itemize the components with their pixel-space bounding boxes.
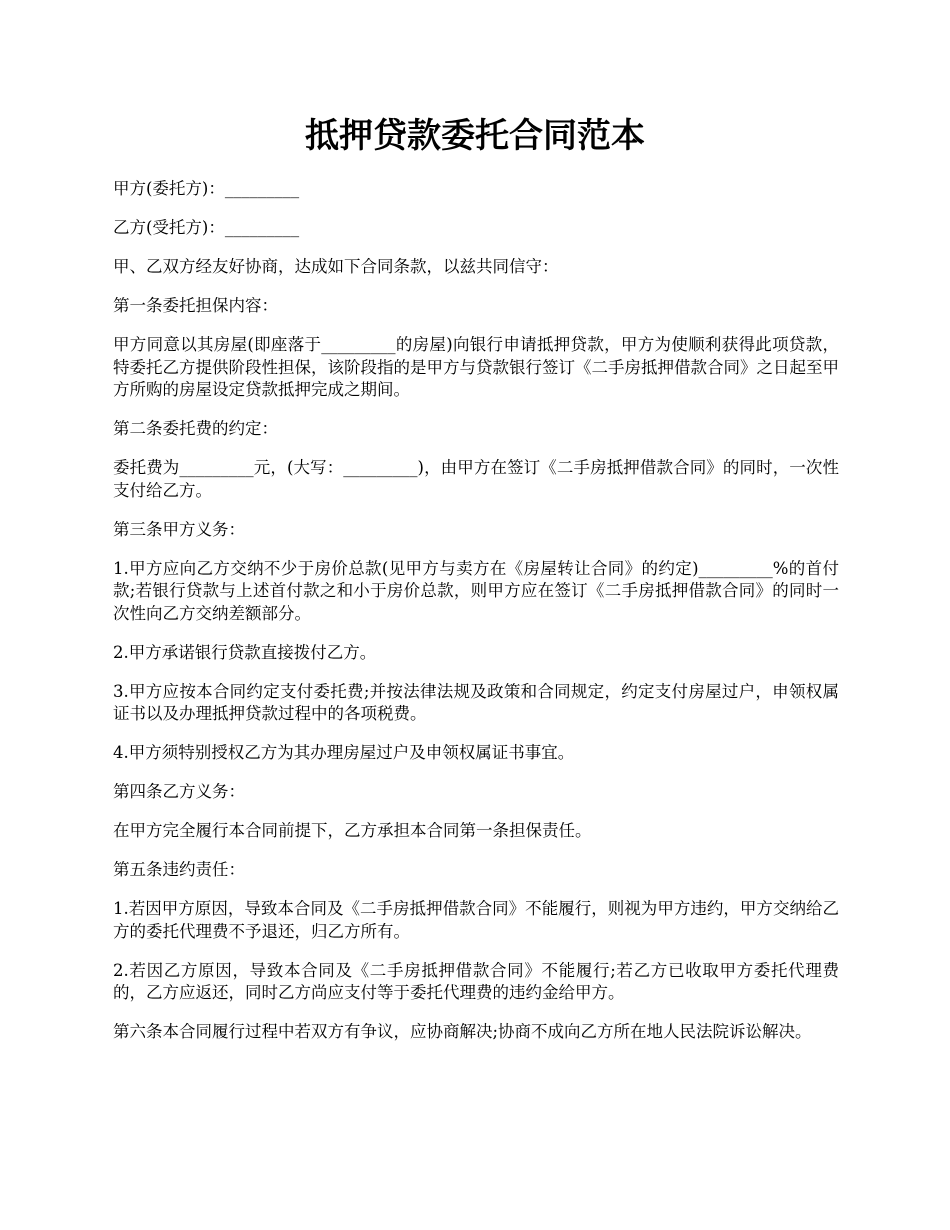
article-4-heading: 第四条乙方义务：	[113, 782, 245, 801]
article-2-heading: 第二条委托费的约定：	[113, 419, 278, 438]
party-a-line: 甲方(委托方)：_________	[113, 179, 300, 198]
article-5-item-2: 2.若因乙方原因，导致本合同及《二手房抵押借款合同》不能履行;若乙方已收取甲方委托代理费的，乙方应返还，同时乙方尚应支付等于委托代理费的违约金给甲方。	[113, 960, 839, 1002]
party-b-line: 乙方(受托方)：_________	[113, 218, 300, 237]
article-3-item-1: 1.甲方应向乙方交纳不少于房价总款(见甲方与卖方在《房屋转让合同》的约定)_________%的首付款;若银行贷款与上述首付款之和小于房价总款，则甲方应在签订《二手房抵押借款合同》的同时一次性向乙方交纳差额部分。	[113, 558, 839, 623]
article-5-item-1: 1.若因甲方原因，导致本合同及《二手房抵押借款合同》不能履行，则视为甲方违约，甲方交纳给乙方的委托代理费不予退还，归乙方所有。	[113, 899, 839, 941]
article-1-heading: 第一条委托担保内容：	[113, 296, 278, 315]
article-1-paragraph: 甲方同意以其房屋(即座落于_________的房屋)向银行申请抵押贷款，甲方为使顺利获得此项贷款，特委托乙方提供阶段性担保，该阶段指的是甲方与贷款银行签订《二手房抵押借款合同》之日起至甲方所购的房屋设定贷款抵押完成之期间。	[113, 335, 839, 399]
article-3-item-4: 4.甲方须特别授权乙方为其办理房屋过户及申领权属证书事宜。	[113, 743, 575, 762]
article-3-item-2: 2.甲方承诺银行贷款直接拨付乙方。	[113, 642, 377, 662]
preamble-paragraph: 甲、乙双方经友好协商，达成如下合同条款，以兹共同信守：	[113, 257, 559, 276]
article-5-heading: 第五条违约责任：	[113, 860, 245, 879]
article-3-item-3: 3.甲方应按本合同约定支付委托费;并按法律法规及政策和合同规定，约定支付房屋过户，申领权属证书以及办理抵押贷款过程中的各项税费。	[113, 681, 839, 723]
article-3-heading: 第三条甲方义务：	[113, 519, 245, 539]
article-2-paragraph: 委托费为_________元，(大写：_________)，由甲方在签订《二手房抵押借款合同》的同时，一次性支付给乙方。	[113, 458, 839, 500]
article-6-paragraph: 第六条本合同履行过程中若双方有争议，应协商解决;协商不成向乙方所在地人民法院诉讼解决。	[113, 1022, 812, 1041]
document-body	[113, 178, 839, 1060]
document-title: 抵押贷款委托合同范本	[305, 116, 645, 156]
article-4-paragraph: 在甲方完全履行本合同前提下，乙方承担本合同第一条担保责任。	[113, 821, 592, 840]
